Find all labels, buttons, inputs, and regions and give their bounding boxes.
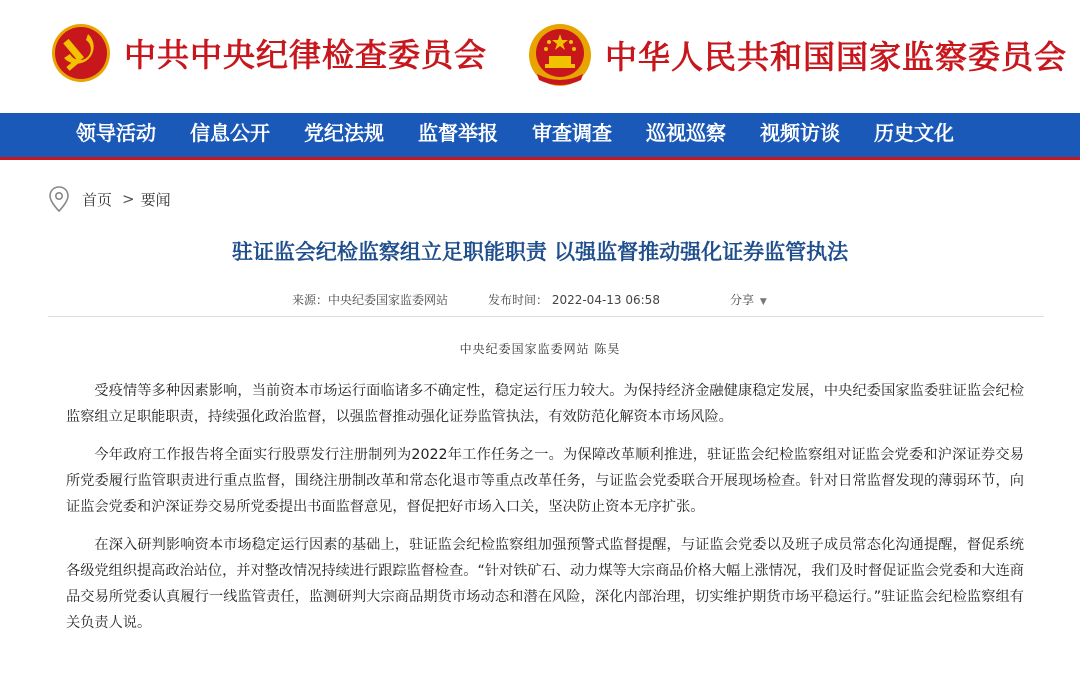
site-header xyxy=(0,0,1080,113)
title-divider xyxy=(48,316,1044,317)
share-button[interactable] xyxy=(730,291,767,308)
national-emblem-icon xyxy=(527,22,593,88)
breadcrumb xyxy=(48,186,171,212)
chevron-down-icon: ▼ xyxy=(759,297,767,307)
nav-item-investigation[interactable]: 审查调查 xyxy=(532,121,612,145)
nav-item-history[interactable]: 历史文化 xyxy=(874,121,954,145)
nav-item-reporting[interactable]: 监督举报 xyxy=(418,121,498,145)
nav-item-video[interactable]: 视频访谈 xyxy=(760,121,840,145)
party-emblem-icon xyxy=(50,22,112,84)
article-paragraph: 今年政府工作报告将全面实行股票发行注册制列为2022年工作任务之一。为保障改革顺利推进，驻证监会纪检监察组对证监会党委和沪深证券交易所党委履行监管职责进行重点监督，围绕注册制改革和常态化退市等重点改革任务，与证监会党委联合开展现场检查。针对日常监督发现的薄弱环节，向证监会党委和沪深证券交易所党委提出书面监督意见，督促把好市场入口关，坚决防止资本无序扩张。 xyxy=(66,447,1024,515)
breadcrumb-separator: > xyxy=(122,190,135,208)
article-publish-time: 发布时间： 2022-04-13 06:58 xyxy=(488,293,660,307)
ccdi-title: 中共中央纪律检查委员会 xyxy=(124,36,488,74)
nav-item-leadership[interactable]: 领导活动 xyxy=(76,121,156,145)
article-paragraph: 在深入研判影响资本市场稳定运行因素的基础上，驻证监会纪检监察组加强预警式监督提醒，与证监会党委以及班子成员常态化沟通提醒，督促系统各级党组织提高政治站位，并对整改情况持续进行跟踪监督检查。“针对铁矿石、动力煤等大宗商品价格大幅上涨情况，我们及时督促证监会党委和大连商品交易所党委认真履行一线监管责任，监测研判大宗商品期货市场动态和潜在风险，深化内部治理，切实维护期货市场平稳运行。”驻证监会纪检监察组有关负责人说。 xyxy=(66,537,1024,631)
share-label: 分享 xyxy=(730,293,755,307)
nsc-title: 中华人民共和国国家监察委员会 xyxy=(605,38,1068,76)
article-paragraph: 受疫情等多种因素影响，当前资本市场运行面临诸多不确定性，稳定运行压力较大。为保持经济金融健康稳定发展，中央纪委国家监委驻证监会纪检监察组立足职能职责，持续强化政治监督，以强监督推动强化证券监管执法，有效防范化解资本市场风险。 xyxy=(66,383,1024,425)
nav-item-regulations[interactable]: 党纪法规 xyxy=(304,121,384,145)
article-title: 驻证监会纪检监察组立足职能职责 以强监督推动强化证券监管执法 xyxy=(231,240,849,264)
breadcrumb-home-link[interactable]: 首页 xyxy=(82,190,113,209)
location-pin-icon xyxy=(48,186,70,212)
article-body xyxy=(66,378,1024,648)
main-nav xyxy=(0,113,1080,160)
article-byline: 中央纪委国家监委网站 陈昊 xyxy=(459,342,621,356)
nav-item-info-disclosure[interactable]: 信息公开 xyxy=(190,121,270,145)
nsc-brand[interactable] xyxy=(527,22,1067,88)
article-source: 来源：中央纪委国家监委网站 xyxy=(292,293,449,307)
breadcrumb-current-link[interactable]: 要闻 xyxy=(140,190,171,209)
ccdi-brand[interactable] xyxy=(50,22,487,84)
nav-item-inspection[interactable]: 巡视巡察 xyxy=(646,121,726,145)
